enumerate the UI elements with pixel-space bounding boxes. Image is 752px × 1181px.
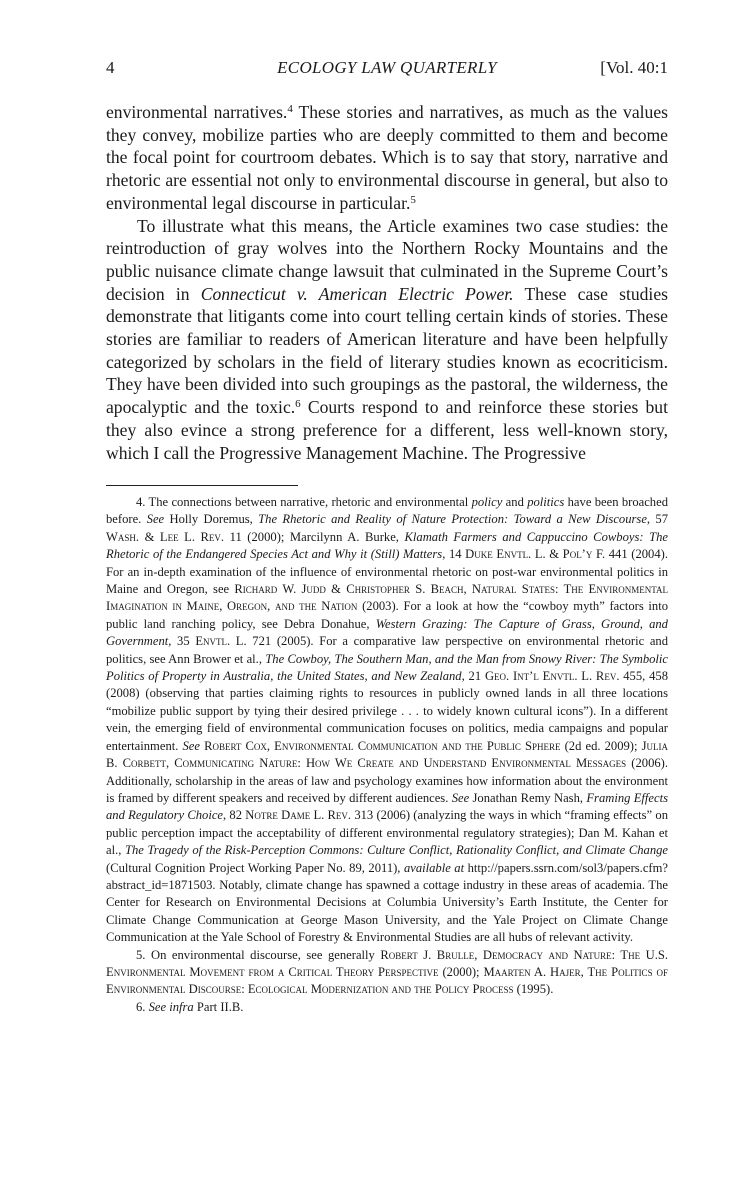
fn-text: Duke Envtl. L. & Pol’y F.	[465, 547, 606, 562]
fn-text: , 35	[168, 634, 196, 649]
text-run: environmental narratives.	[106, 102, 288, 122]
fn-text: policy	[471, 495, 503, 509]
footnote-ref-5: 5	[410, 193, 416, 206]
fn-text: See	[182, 738, 200, 753]
fn-text: (2006). Additionally, scholarship in the areas of law and psychology examines how information about the environment is framed by different speakers and received by different audiences.	[106, 756, 669, 805]
fn-text: See	[146, 512, 165, 527]
fn-text: The Rhetoric and Reality of Nature Protection: Toward a New Discourse	[258, 512, 647, 527]
paragraph-1	[106, 101, 668, 215]
fn-text: Part II.B.	[193, 999, 244, 1014]
page-number: 4	[106, 58, 115, 77]
fn-text: (2d ed. 2009);	[560, 738, 642, 753]
fn-text: See infra	[148, 999, 194, 1014]
text-run: These case studies demonstrate that litigants come into court telling certain kinds of stories. These stories are familiar to readers of American literature and have been helpfully categorized by scholars in the field of literary studies known as ecocriticism. They have been divided into such groupings as the pastoral, the wilderness, the apocalyptic and the toxic.	[106, 283, 668, 418]
fn-text: The Cowboy, The Southern Man, and the Man from Snowy River: The Symbolic Politics of Property in Australia, the United States, and New Zealand	[106, 651, 668, 684]
fn-text: Framing Effects and Regulatory Choice	[106, 790, 669, 823]
fn-text: 11 (2000); Marcilynn A. Burke,	[224, 529, 405, 544]
fn-text: 441 (2004). For an in-depth examination of the influence of environmental rhetoric on post-war environmental politics in Maine and Oregon, see	[106, 547, 668, 597]
footnote-5	[106, 947, 668, 999]
fn-text: Jonathan Remy Nash,	[469, 790, 587, 805]
fn-text: (2000);	[438, 964, 484, 979]
fn-text: Klamath Farmers and Cappuccino Cowboys: The Rhetoric of the Endangered Species Act and Why it (Still) Matters	[106, 529, 668, 562]
fn-text: Holly Doremus,	[164, 512, 259, 527]
fn-text: Maarten A. Hajer, The Politics of Environmental Discourse: Ecological Modernization and the Policy Process	[106, 964, 668, 997]
fn-text: On environmental discourse, see generally	[145, 947, 381, 962]
fn-text: The connections between narrative, rhetoric and environmental	[145, 495, 472, 509]
fn-text: and	[502, 495, 528, 509]
footnote-number: 6.	[136, 999, 146, 1014]
fn-text: , 57	[646, 512, 669, 527]
fn-text: 455, 458 (2008) (observing that parties claiming rights to resources in publicly owned lands in all three locations “mobilize public support by tying their desired privilege . . . to widely known cultural icons”). In a different vein, the emerging field of environmental communication focuses on politics, media campaigns and popular entertainment.	[106, 669, 668, 753]
fn-text: available at	[403, 860, 465, 875]
volume-label: [Vol. 40:1	[600, 58, 668, 77]
fn-text: , 21	[461, 669, 485, 684]
fn-text: Robert J. Brulle, Democracy and Nature: The U.S. Environmental Movement from a Critical Theory Perspective	[106, 947, 669, 979]
fn-text: have been broached before.	[106, 495, 668, 527]
fn-text: http://papers.ssrn.com/sol3/papers.cfm?abstract_id=1871503. Notably, climate change has spawned a cottage industry in these areas of academia. The Center for Research on Environmental Decisions at Columbia University’s Earth Institute, the Center for Climate Change Communication at George Mason University, and the Yale Project on Climate Change Communication at the Yale School of Forestry & Environmental Studies are all hubs of relevant activity.	[106, 860, 668, 945]
fn-text: Richard W. Judd & Christopher S. Beach, Natural States: The Environmental Imagination in Maine, Oregon, and the Nation	[106, 582, 669, 614]
fn-text: politics	[527, 495, 565, 509]
main-text	[106, 101, 668, 464]
fn-text: 721 (2005). For a comparative law perspective on environmental rhetoric and politics, see Ann Brower et al.,	[106, 634, 668, 666]
case-name: Connecticut v. American Electric Power.	[200, 283, 514, 304]
fn-text: Western Grazing: The Capture of Grass, Ground, and Government	[106, 616, 668, 649]
text-run: These stories and narratives, as much as the values they convey, mobilize parties who are deeply committed to them and become the focal point for courtroom debates. Which is to say that story, narrative and rhetoric are essential not only to environmental discourse in general, but also to environmental legal discourse in particular.	[106, 102, 668, 213]
footnote-4	[106, 494, 668, 947]
fn-text: , 14	[442, 547, 466, 562]
text-run: To illustrate what this means, the Article examines two case studies: the reintroduction of gray wolves into the Northern Rocky Mountains and the public nuisance climate change lawsuit that culminated in the Supreme Court’s decision in	[106, 215, 668, 304]
fn-text: See	[451, 790, 470, 805]
paragraph-2	[106, 215, 668, 465]
footnote-number: 5.	[136, 947, 146, 962]
running-header	[106, 58, 668, 82]
fn-text: (1995).	[513, 982, 554, 997]
footnote-number: 4.	[136, 495, 146, 509]
fn-text: , 82	[223, 808, 246, 823]
fn-text: Robert Cox, Environmental Communication and the Public Sphere	[204, 738, 561, 753]
footnote-separator	[106, 485, 298, 486]
footnote-ref-4: 4	[287, 103, 293, 115]
text-run: Courts respond to and reinforce these stories but they also evince a strong preference for a different, less well-known story, which I call the Progressive Management Machine. The Progressive	[106, 397, 668, 463]
fn-text: Notre Dame L. Rev.	[245, 808, 352, 823]
journal-title: ECOLOGY LAW QUARTERLY	[277, 58, 497, 77]
footnote-6	[106, 999, 668, 1016]
fn-text: Wash. & Lee L. Rev.	[106, 529, 225, 544]
fn-text: The Tragedy of the Risk-Perception Commons: Culture Conflict, Rationality Conflict, and Climate Change	[124, 843, 668, 858]
fn-text: 313 (2006) (analyzing the ways in which “framing effects” on public perception impact the acceptability of different environmental regulatory strategies); Dan M. Kahan et al.,	[106, 808, 668, 858]
fn-text: (2003). For a look at how the “cowboy myth” factors into public land ranching policy, see Debra Donahue,	[106, 599, 668, 631]
footnotes	[106, 494, 668, 1016]
fn-text: Geo. Int’l Envtl. L. Rev.	[484, 669, 620, 684]
fn-text: Julia B. Corbett, Communicating Nature: How We Create and Understand Environmental Messages	[106, 738, 668, 771]
footnote-ref-6: 6	[295, 398, 301, 411]
fn-text: Envtl. L.	[195, 634, 247, 649]
fn-text: (Cultural Cognition Project Working Paper No. 89, 2011),	[106, 860, 404, 875]
